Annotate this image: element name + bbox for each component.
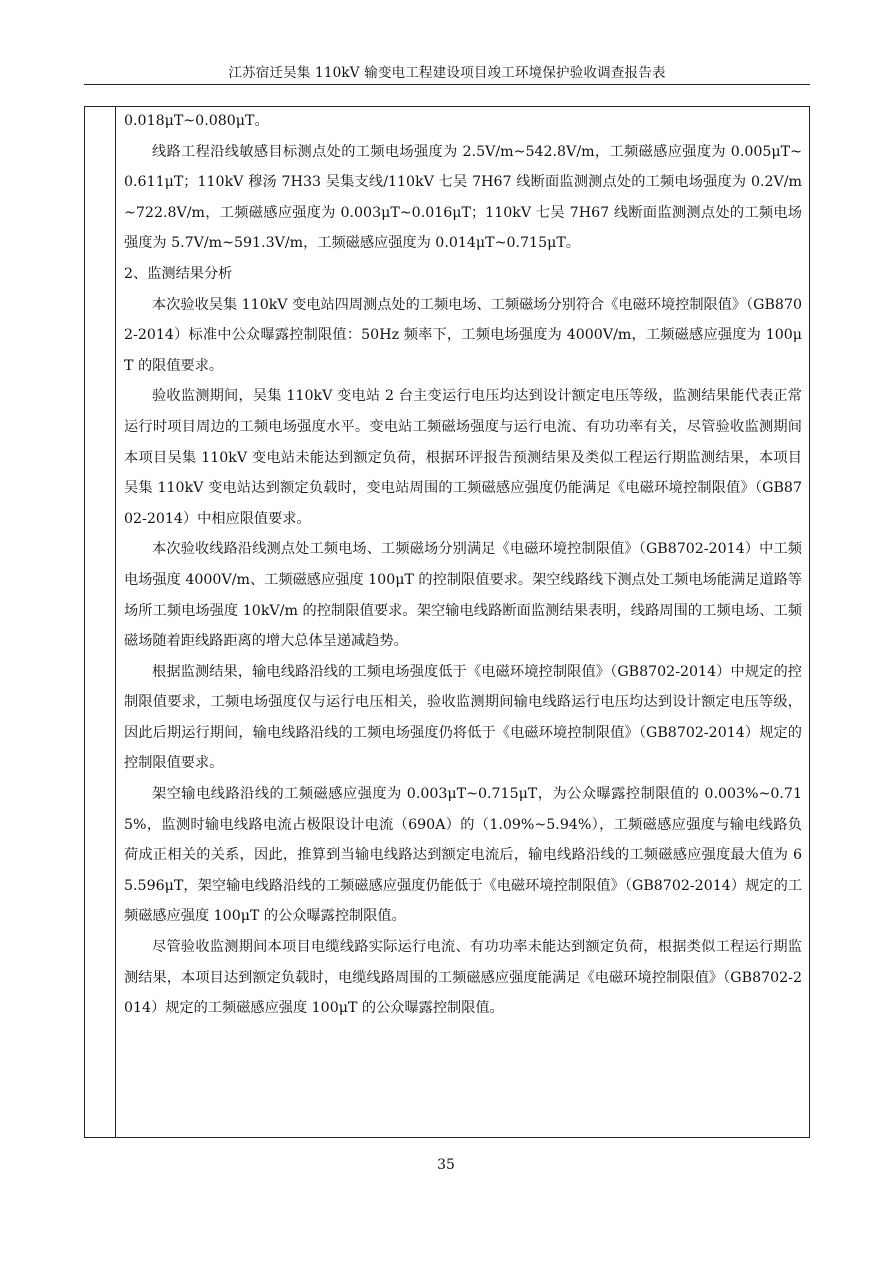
page-header-title: 江苏宿迁吴集 110kV 输变电工程建设项目竣工环境保护验收调查报告表 xyxy=(228,65,666,81)
paragraph-line-compliance: 本次验收线路沿线测点处工频电场、工频磁场分别满足《电磁环境控制限值》（GB8702-2014）中工频电场强度 4000V/m、工频磁感应强度 100μT 的控制限值要求。架空线路线下测点处工频电场能满足道路等场所工频电场强度 10kV/m 的控制限值要求。架空输电线路断面监测结果表明，线路周围的工频电场、工频磁场随着距线路距离的增大总体呈递减趋势。 xyxy=(124,541,802,650)
table-column-divider xyxy=(115,106,116,1138)
paragraph-continuation: 0.018μT~0.080μT。 xyxy=(124,113,269,129)
page-number: 35 xyxy=(437,1157,455,1173)
paragraph-electric-field-result: 根据监测结果，输电线路沿线的工频电场强度低于《电磁环境控制限值》（GB8702-2014）中规定的控制限值要求，工频电场强度仅与运行电压相关，验收监测期间输电线路运行电压均达到设计额定电压等级，因此后期运行期间，输电线路沿线的工频电场强度仍将低于《电磁环境控制限值》（GB8702-2014）规定的控制限值要求。 xyxy=(124,663,802,772)
paragraph-substation-compliance: 本次验收吴集 110kV 变电站四周测点处的工频电场、工频磁场分别符合《电磁环境控制限值》（GB8702-2014）标准中公众曝露控制限值：50Hz 频率下，工频电场强度为 4000V/m，工频磁感应强度为 100μT 的限值要求。 xyxy=(124,296,802,374)
header-rule xyxy=(84,84,810,85)
section-heading-analysis: 2、监测结果分析 xyxy=(124,265,233,282)
report-content xyxy=(124,106,802,1024)
paragraph-magnetic-field-result: 架空输电线路沿线的工频磁感应强度为 0.003μT~0.715μT，为公众曝露控制限值的 0.003%~0.715%，监测时输电线路电流占极限设计电流（690A）的（1.09%~5.94%），工频磁感应强度与输电线路负荷成正相关的关系，因此，推算到当输电线路达到额定电流后，输电线路沿线的工频磁感应强度最大值为 65.596μT，架空输电线路沿线的工频磁感应强度仍能低于《电磁环境控制限值》（GB8702-2014）规定的工频磁感应强度 100μT 的公众曝露控制限值。 xyxy=(124,786,802,925)
paragraph-line-sensitive-targets: 线路工程沿线敏感目标测点处的工频电场强度为 2.5V/m~542.8V/m，工频磁感应强度为 0.005μT~0.611μT；110kV 穆汤 7H33 吴集支线/110kV 七吴 7H67 线断面监测测点处的工频电场强度为 0.2V/m~722.8V/m，工频磁感应强度为 0.003μT~0.016μT；110kV 七吴 7H67 线断面监测测点处的工频电场强度为 5.7V/m~591.3V/m，工频磁感应强度为 0.014μT~0.715μT。 xyxy=(124,143,802,252)
paragraph-cable-line-result: 尽管验收监测期间本项目电缆线路实际运行电流、有功功率未能达到额定负荷，根据类似工程运行期监测结果，本项目达到额定负载时，电缆线路周围的工频磁感应强度能满足《电磁环境控制限值》（GB8702-2014）规定的工频磁感应强度 100μT 的公众曝露控制限值。 xyxy=(124,939,802,1017)
paragraph-substation-load: 验收监测期间，吴集 110kV 变电站 2 台主变运行电压均达到设计额定电压等级，监测结果能代表正常运行时项目周边的工频电场强度水平。变电站工频磁场强度与运行电流、有功功率有关，尽管验收监测期间本项目吴集 110kV 变电站未能达到额定负荷，根据环评报告预测结果及类似工程运行期监测结果，本项目吴集 110kV 变电站达到额定负载时，变电站周围的工频磁感应强度仍能满足《电磁环境控制限值》（GB8702-2014）中相应限值要求。 xyxy=(124,388,802,527)
